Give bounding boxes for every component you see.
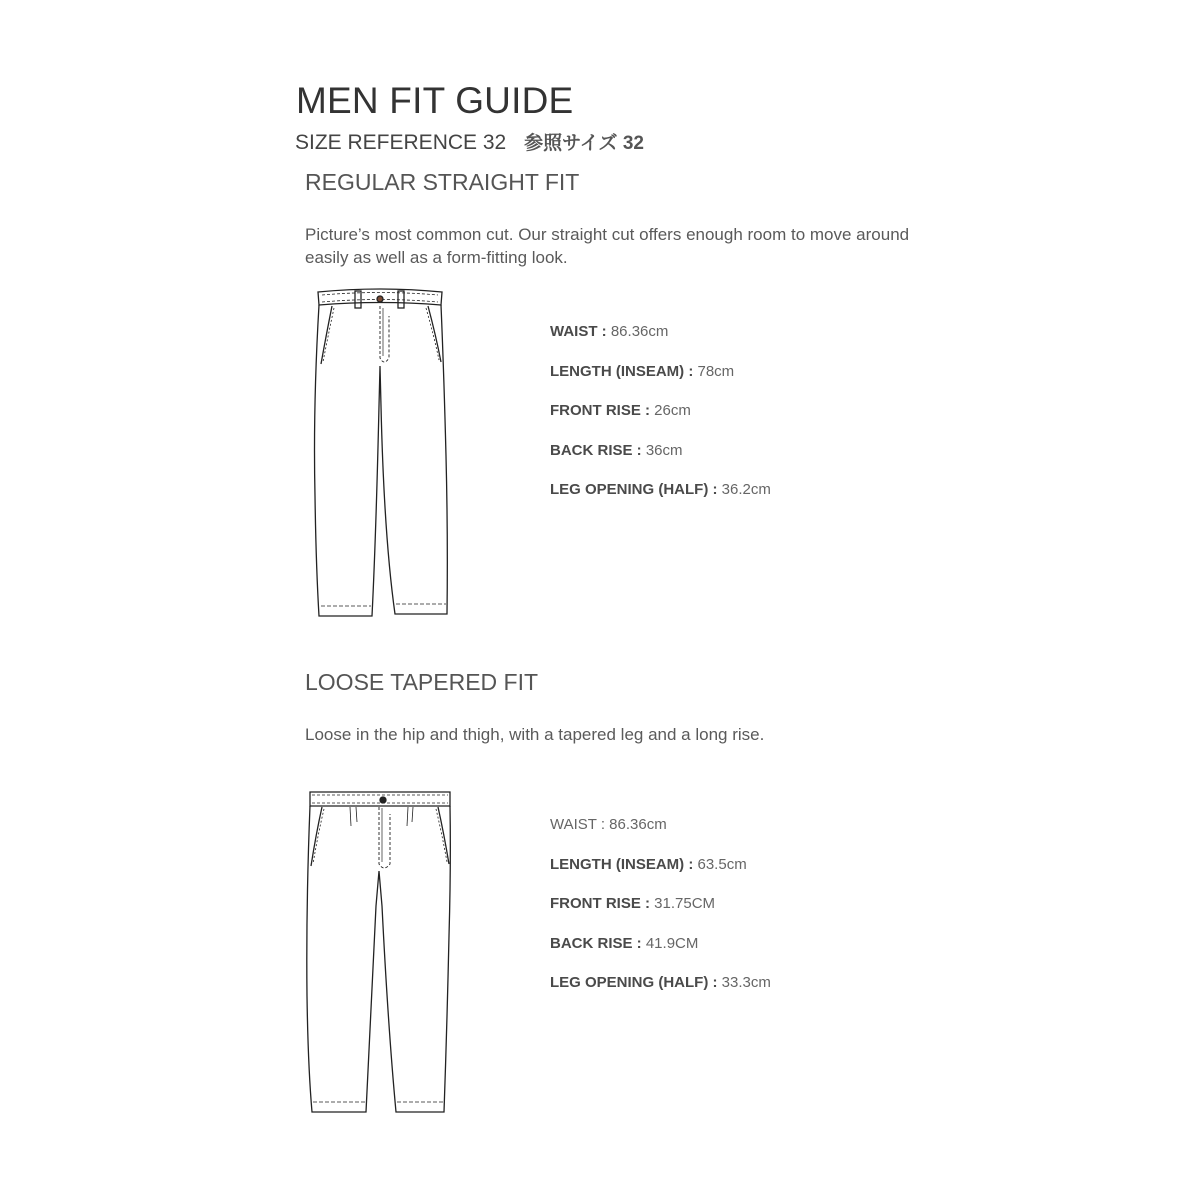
measurement-label: BACK RISE : xyxy=(550,441,642,459)
size-reference-en: SIZE REFERENCE 32 xyxy=(295,131,507,154)
measurement-front-rise xyxy=(550,895,771,935)
measurement-value: 78cm xyxy=(693,362,735,380)
measurement-value: 63.5cm xyxy=(693,855,747,873)
measurement-value: 86.36cm xyxy=(606,323,669,340)
measurement-label: LEG OPENING (HALF) : xyxy=(550,974,718,991)
measurement-label: LENGTH (INSEAM) : xyxy=(550,362,694,380)
measurement-value: 86.36cm xyxy=(605,816,667,833)
measurement-back-rise xyxy=(550,442,771,482)
measurement-value: 36cm xyxy=(641,441,683,459)
size-reference xyxy=(295,128,644,155)
measurement-leg-opening xyxy=(550,481,771,521)
measurement-label: BACK RISE : xyxy=(550,934,642,952)
measurement-label: WAIST : xyxy=(550,323,607,340)
straight-pants-illustration xyxy=(300,286,460,621)
fit-description-regular: Picture’s most common cut. Our straight cut offers enough room to move around easily as well as a form-fitting look. xyxy=(305,225,910,267)
measurement-value: 26cm xyxy=(650,402,691,419)
measurement-label: WAIST : xyxy=(550,816,606,833)
measurement-leg-opening xyxy=(550,974,771,1014)
measurement-label: LENGTH (INSEAM) : xyxy=(550,855,694,873)
page-title: MEN FIT GUIDE xyxy=(296,80,574,121)
fit-title-regular: REGULAR STRAIGHT FIT xyxy=(305,169,580,195)
tapered-pants-illustration xyxy=(300,786,460,1121)
measurement-value: 36.2cm xyxy=(717,481,771,498)
measurements-loose xyxy=(550,816,771,1014)
fit-title-loose: LOOSE TAPERED FIT xyxy=(305,669,539,695)
measurement-label: LEG OPENING (HALF) : xyxy=(550,481,718,498)
fit-description-loose: Loose in the hip and thigh, with a tapered leg and a long rise. xyxy=(305,725,765,744)
measurements-regular xyxy=(550,323,771,521)
measurement-value: 41.9CM xyxy=(641,934,699,952)
measurement-length-inseam xyxy=(550,856,771,896)
measurement-waist xyxy=(550,816,771,856)
measurement-label: FRONT RISE : xyxy=(550,895,650,912)
measurement-value: 31.75CM xyxy=(650,895,716,912)
measurement-waist xyxy=(550,323,771,363)
measurement-value: 33.3cm xyxy=(717,974,771,991)
measurement-label: FRONT RISE : xyxy=(550,402,650,419)
size-reference-jp: 参照サイズ 32 xyxy=(524,133,644,154)
measurement-front-rise xyxy=(550,402,771,442)
measurement-back-rise xyxy=(550,935,771,975)
measurement-length-inseam xyxy=(550,363,771,403)
